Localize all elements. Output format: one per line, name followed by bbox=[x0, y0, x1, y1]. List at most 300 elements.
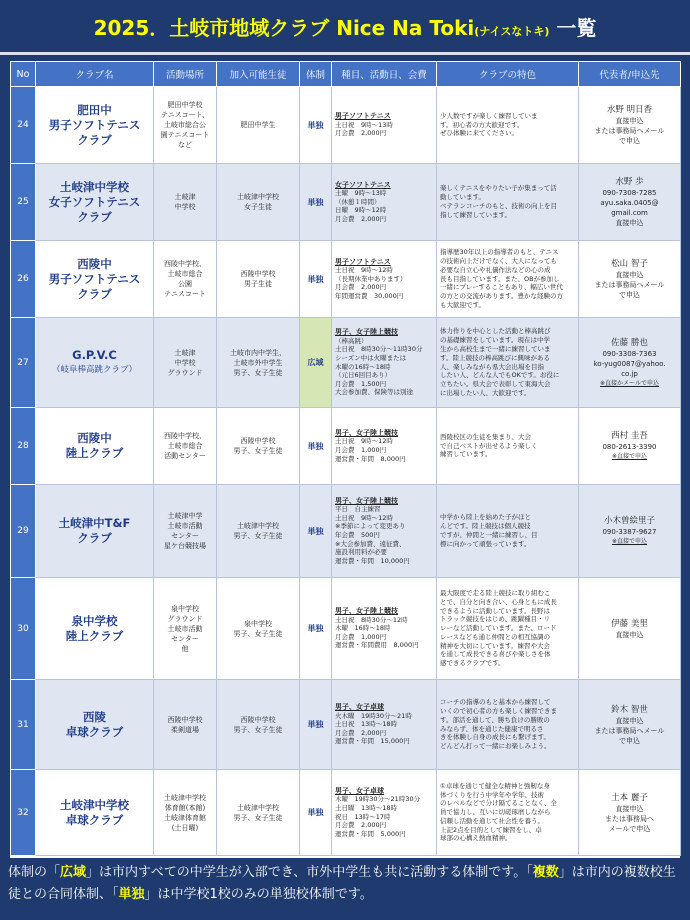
representative-contact-line: ※直接で申込 bbox=[611, 538, 648, 545]
activity-details bbox=[332, 770, 437, 856]
row-number: 24 bbox=[11, 87, 36, 164]
activity-place-line: 土岐市総合 bbox=[167, 270, 203, 278]
club-feature-line: の基礎練習をしています。現在は中学 bbox=[440, 336, 550, 345]
page-title bbox=[94, 12, 597, 41]
system-badge: 単独 bbox=[300, 164, 332, 241]
activity-place-line: 土岐市活動 bbox=[167, 522, 203, 530]
activity-details bbox=[332, 578, 437, 680]
activity-place bbox=[154, 485, 217, 578]
activity-place-line: センター bbox=[171, 532, 199, 540]
club-feature-line: 精神を大切にしています。練習や大会 bbox=[440, 641, 550, 650]
title-main: 2025．土岐市地域クラブ Nice Na Toki bbox=[93, 15, 475, 40]
activity-place-line: 土岐市総合 bbox=[167, 442, 203, 450]
activity-place-line: 体育館(本館) bbox=[164, 803, 206, 812]
activity-details bbox=[332, 318, 437, 408]
club-feature bbox=[437, 485, 579, 578]
column-header-club-name: クラブ名 bbox=[36, 62, 154, 87]
activity-place-line: 西陵中学校 bbox=[167, 715, 203, 724]
activity-place-line: 中学校 bbox=[174, 203, 196, 211]
club-name bbox=[36, 578, 154, 680]
activity-details-line: 男子、女子陸上競技 bbox=[335, 607, 398, 616]
representative-contact-line: 直接申込 bbox=[615, 271, 644, 279]
row-number: 28 bbox=[11, 408, 36, 485]
eligible-students-line: 土岐市内中学生、 bbox=[230, 348, 286, 357]
activity-details-line: 土日祝 9時〜12時 bbox=[335, 266, 393, 275]
club-feature-line: 楽しくテニスをやりたい子が集まって活 bbox=[440, 184, 557, 193]
activity-details-line: 土日祝 9時〜12時 bbox=[335, 513, 393, 522]
eligible-students-line: 男子生徒 bbox=[244, 280, 272, 288]
club-feature-line: の技術向上だけでなく、大人になっても bbox=[440, 257, 557, 265]
club-feature-line: きを体験し自身の成長にも繋げます。 bbox=[440, 733, 550, 742]
activity-details-line: ※大会参加費、遠征費、 bbox=[335, 539, 406, 548]
eligible-students bbox=[217, 318, 300, 408]
representative-contact-line: 直接申込 bbox=[615, 716, 644, 725]
club-feature-line: 指導歴30年以上の指導者のもと、テニス bbox=[440, 248, 559, 257]
row-number: 31 bbox=[11, 680, 36, 770]
activity-details-line: 土日祝 8時30分〜12時 bbox=[335, 615, 408, 624]
table-row bbox=[11, 680, 681, 770]
activity-place bbox=[154, 318, 217, 408]
activity-place bbox=[154, 408, 217, 485]
club-table-wrapper bbox=[10, 61, 680, 858]
row-number: 25 bbox=[11, 164, 36, 241]
activity-details-line: 木曜の16時〜18時 bbox=[335, 362, 391, 371]
club-feature-line: す。陸上競技の棒高跳びに興味がある bbox=[440, 353, 550, 362]
system-badge: 単独 bbox=[300, 770, 332, 856]
club-name-line: 西陵中 bbox=[77, 431, 112, 445]
column-header-no: No bbox=[11, 62, 36, 87]
representative-contact-line: ※直接で申込 bbox=[611, 453, 648, 460]
table-row bbox=[11, 578, 681, 680]
activity-details-line: 女子ソフトテニス bbox=[335, 180, 391, 189]
activity-details-line: 月会費 2,000円 bbox=[335, 821, 387, 830]
club-name bbox=[36, 485, 154, 578]
club-feature-line: コーチの指導のもと基本から練習して bbox=[440, 698, 551, 707]
representative-contact-line: 松山 智子 bbox=[611, 259, 648, 269]
club-name-line: 卓球クラブ bbox=[65, 724, 124, 739]
activity-place-line: 柔剣道場 bbox=[171, 725, 199, 734]
eligible-students-line: 男子、女子生徒 bbox=[233, 629, 283, 638]
activity-place-line: 泉中学校 bbox=[171, 604, 199, 613]
club-name bbox=[36, 241, 154, 318]
club-name-line: 陸上クラブ bbox=[65, 628, 124, 643]
club-feature-line: 必要な自立心や礼儀作法などの心の成 bbox=[440, 265, 551, 274]
club-feature-line: 標に向かって頑張っています。 bbox=[440, 539, 531, 548]
footer-highlight-single: 単独 bbox=[118, 887, 145, 902]
club-feature-line: 球部の心構え熱血精神。 bbox=[440, 834, 512, 843]
club-feature bbox=[437, 87, 579, 164]
club-feature-line: 立ちたい。県大会で表彰して東海大会 bbox=[440, 380, 551, 389]
activity-place-line: 土岐津中学校 bbox=[164, 793, 206, 802]
eligible-students bbox=[217, 578, 300, 680]
club-feature bbox=[437, 318, 579, 408]
footer-text: 体制の「 bbox=[8, 865, 61, 880]
activity-details-line: 木曜 16時〜18時 bbox=[335, 624, 391, 633]
eligible-students-line: 男子、女子生徒 bbox=[233, 368, 283, 377]
activity-place-line: 活動センター bbox=[164, 452, 206, 460]
club-table bbox=[10, 61, 681, 856]
activity-details-line: 土日祝 9時〜13時 bbox=[335, 120, 393, 129]
eligible-students bbox=[217, 164, 300, 241]
club-feature-line: どんどん打って一緒にお楽しみよう。 bbox=[440, 742, 551, 751]
activity-details-line: 男子、女子陸上競技 bbox=[335, 328, 398, 337]
club-name-line: クラブ bbox=[77, 286, 112, 301]
club-feature-line: んどです。陸上競技は個人競技 bbox=[440, 522, 531, 531]
activity-details-line: 月会費 1,000円 bbox=[335, 446, 387, 454]
column-header-students: 加入可能生徒 bbox=[217, 62, 300, 87]
club-feature bbox=[437, 770, 579, 856]
club-feature-line: ①卓球を通じて健全な精神と強靭な身 bbox=[440, 781, 550, 790]
eligible-students-line: 土岐津中学校 bbox=[237, 193, 279, 201]
activity-place-line: 土岐津 bbox=[174, 348, 196, 357]
club-name-line: クラブ bbox=[77, 209, 112, 224]
representative-contact-line: 080-2613-3390 bbox=[602, 443, 657, 451]
eligible-students-line: 土岐津中学校 bbox=[237, 522, 279, 530]
activity-place-line: 肥田中学校 bbox=[167, 101, 203, 109]
club-feature-line: のレベルなどで分け隔てることなく、全 bbox=[440, 799, 557, 808]
eligible-students bbox=[217, 408, 300, 485]
row-number: 30 bbox=[11, 578, 36, 680]
club-feature-line: ですが、仲間と一緒に練習し、目 bbox=[440, 531, 538, 539]
club-feature-line: 体力作りを中心とした活動と棒高跳び bbox=[440, 327, 551, 336]
table-body bbox=[11, 87, 681, 856]
club-feature bbox=[437, 578, 579, 680]
activity-details-line: 土日祝 9時〜12時 bbox=[335, 437, 393, 446]
eligible-students-line: 土岐津中学校 bbox=[237, 803, 279, 812]
activity-place-line: 土岐津中学 bbox=[167, 512, 203, 520]
club-feature-line: 少人数ですが楽しく練習していま bbox=[440, 111, 538, 120]
representative-contact bbox=[579, 318, 681, 408]
activity-details-line: 運営費・年間 8,000円 bbox=[335, 454, 406, 463]
activity-place-line: など bbox=[178, 141, 192, 149]
representative-contact-line: 水野 明日香 bbox=[606, 105, 653, 115]
activity-place bbox=[154, 87, 217, 164]
representative-contact-line: 水野 歩 bbox=[615, 177, 644, 187]
activity-place-line: 土岐市総合公 bbox=[164, 121, 206, 129]
club-feature-line: も大歓迎です。 bbox=[440, 300, 485, 309]
activity-details-line: 火木曜 19時30分〜21時 bbox=[335, 711, 412, 720]
representative-contact-line: ※直接かメールで申込 bbox=[600, 379, 659, 387]
eligible-students-line: 西陵中学校 bbox=[240, 270, 276, 278]
eligible-students-line: 女子生徒 bbox=[244, 203, 272, 211]
representative-contact-line: または事務局へメール bbox=[594, 281, 665, 289]
activity-details-line: 土日曜 13時〜18時 bbox=[335, 803, 398, 812]
representative-contact-line: 佐藤 勝也 bbox=[611, 337, 648, 348]
club-feature-line: 最大限度で走る陸上競技に取り組むこ bbox=[440, 588, 551, 597]
club-name bbox=[36, 770, 154, 856]
club-name bbox=[36, 318, 154, 408]
representative-contact-line: 伊藤 美里 bbox=[611, 618, 648, 629]
system-badge: 単独 bbox=[300, 87, 332, 164]
activity-details-line: 男子、女子卓球 bbox=[335, 786, 384, 795]
club-name-line: （岐阜棒高跳クラブ） bbox=[51, 364, 138, 375]
club-name-line: クラブ bbox=[77, 132, 112, 147]
representative-contact bbox=[579, 680, 681, 770]
column-header-system: 体制 bbox=[300, 62, 332, 87]
club-name bbox=[36, 87, 154, 164]
club-feature-line: 指して練習しています。 bbox=[440, 210, 511, 219]
representative-contact bbox=[579, 164, 681, 241]
activity-place bbox=[154, 770, 217, 856]
representative-contact-line: ko-yug0087@yahoo. bbox=[593, 359, 666, 368]
activity-details-line: 月会費 2,000円 bbox=[335, 728, 387, 737]
representative-contact bbox=[579, 578, 681, 680]
club-feature-line: 上記2点を目的として練習をし、卓 bbox=[440, 825, 542, 834]
eligible-students-line: 泉中学校 bbox=[244, 619, 272, 628]
club-feature-line: トラック競技をはじめ、跳躍種目・リ bbox=[440, 615, 551, 624]
representative-contact-line: co.jp bbox=[621, 369, 638, 378]
activity-place-line: 園テニスコート bbox=[160, 131, 210, 139]
representative-contact-line: ayu.saka.0405@ bbox=[600, 199, 659, 207]
column-header-place: 活動場所 bbox=[154, 62, 217, 87]
system-badge: 広域 bbox=[300, 318, 332, 408]
activity-details-line: 日曜 9時〜12時 bbox=[335, 206, 387, 215]
title-paren: (ナイスなトキ) bbox=[474, 24, 550, 38]
table-row bbox=[11, 164, 681, 241]
club-feature-line: 生から高校生まで一緒に練習していま bbox=[440, 344, 551, 353]
club-name-line: 陸上クラブ bbox=[65, 446, 124, 460]
eligible-students bbox=[217, 770, 300, 856]
eligible-students-line: 男子、女子生徒 bbox=[233, 813, 283, 822]
activity-details-line: 運営費・年間 15,000円 bbox=[335, 737, 410, 746]
club-name-line: 肥田中 bbox=[77, 102, 112, 117]
system-badge: 単独 bbox=[300, 680, 332, 770]
club-feature-line: 中学から陸上を始めた子がほと bbox=[440, 513, 531, 522]
representative-contact bbox=[579, 241, 681, 318]
representative-contact-line: 直接申込 bbox=[615, 630, 644, 639]
club-name-line: 土岐津中学校 bbox=[60, 797, 129, 812]
club-name-line: 西陵中 bbox=[77, 256, 112, 271]
representative-contact-line: で申込 bbox=[619, 137, 640, 145]
club-feature-line: いくので初心者の方も楽しく練習できま bbox=[440, 706, 557, 715]
representative-contact-line: または事務局へ bbox=[605, 814, 654, 823]
row-number: 26 bbox=[11, 241, 36, 318]
eligible-students-line: 男子、女子生徒 bbox=[233, 447, 283, 455]
activity-details-line: 男子、女子卓球 bbox=[335, 703, 384, 712]
eligible-students-line: 西陵中学校 bbox=[240, 437, 276, 445]
header bbox=[0, 0, 690, 55]
representative-contact-line: 090-3387-9627 bbox=[602, 528, 657, 536]
activity-details-line: 男子ソフトテニス bbox=[335, 112, 391, 121]
activity-details-line: （休憩１時間） bbox=[335, 197, 381, 206]
representative-contact-line: または事務局へメール bbox=[594, 127, 665, 135]
club-feature bbox=[437, 680, 579, 770]
activity-place-line: (土日曜) bbox=[171, 823, 199, 832]
club-feature bbox=[437, 241, 579, 318]
club-feature-line: ぜひ体験に来てください。 bbox=[440, 129, 518, 138]
representative-contact bbox=[579, 485, 681, 578]
activity-place-line: 他 bbox=[181, 644, 189, 653]
column-header-activity: 種目、活動日、会費 bbox=[332, 62, 437, 87]
activity-details-line: 男子、女子陸上競技 bbox=[335, 496, 398, 505]
activity-place-line: テニスコート bbox=[164, 290, 206, 298]
club-feature-line: 員で協力し、互いに切磋琢磨しながら bbox=[440, 808, 551, 817]
activity-details-line: 運営費・年間費用 8,000円 bbox=[335, 641, 419, 650]
table-row bbox=[11, 408, 681, 485]
activity-place bbox=[154, 164, 217, 241]
activity-details-line: 月会費 2,000円 bbox=[335, 129, 387, 138]
eligible-students bbox=[217, 680, 300, 770]
club-name bbox=[36, 408, 154, 485]
club-name-line: 男子ソフトテニス bbox=[48, 117, 141, 132]
club-feature-line: 西陵校区の生徒を集まり、大会 bbox=[440, 432, 531, 441]
row-number: 29 bbox=[11, 485, 36, 578]
activity-place-line: 土岐津体育館 bbox=[164, 813, 206, 822]
representative-contact bbox=[579, 770, 681, 856]
representative-contact-line: メールで申込 bbox=[608, 824, 651, 833]
club-feature-line: ベテランコーチのもと、技術の向上を目 bbox=[440, 202, 557, 210]
activity-place-line: センター bbox=[171, 634, 199, 643]
club-name-line: クラブ bbox=[77, 531, 112, 545]
club-feature-line: す。部活を通して、勝ち負けの勝敗の bbox=[440, 715, 550, 724]
footer-text: 」は市内の複数校生徒との合同体制、「 bbox=[8, 865, 676, 902]
row-number: 27 bbox=[11, 318, 36, 408]
column-header-feature: クラブの特色 bbox=[437, 62, 579, 87]
representative-contact-line: 090-7308-7285 bbox=[602, 189, 657, 197]
eligible-students bbox=[217, 87, 300, 164]
club-feature-line: したい人、どんな人でもOKです。お役に bbox=[440, 371, 560, 380]
club-name bbox=[36, 164, 154, 241]
footer-text: 」は中学校1校のみの単独校体制です。 bbox=[144, 887, 373, 902]
club-feature-line: で自己ベストが出せるよう楽しく bbox=[440, 441, 538, 450]
activity-details-line: （元日6回目あり） bbox=[335, 371, 392, 380]
representative-contact-line: 直接申込 bbox=[615, 117, 644, 125]
activity-place-line: 星ケ台競技場 bbox=[164, 542, 206, 550]
activity-details-line: 祝日 13時〜17時 bbox=[335, 812, 391, 821]
activity-details bbox=[332, 87, 437, 164]
club-feature-line: 動しています。 bbox=[440, 193, 485, 202]
activity-details-line: （長期休業中あります） bbox=[335, 274, 407, 283]
club-feature-line: す。初心者の方大歓迎です。 bbox=[440, 120, 524, 129]
table-row bbox=[11, 241, 681, 318]
representative-contact bbox=[579, 408, 681, 485]
activity-details-line: 施設利用料が必要 bbox=[335, 548, 387, 557]
club-feature-line: 人、楽しみながら県大会出場を目指 bbox=[440, 362, 544, 371]
eligible-students-line: 男子、女子生徒 bbox=[233, 725, 283, 734]
activity-place bbox=[154, 241, 217, 318]
title-end: 一覧 bbox=[556, 15, 597, 40]
activity-place-line: 公園 bbox=[178, 280, 192, 288]
representative-contact-line: または事務局へメール bbox=[594, 726, 665, 735]
eligible-students bbox=[217, 241, 300, 318]
activity-details-line: （棒高跳） bbox=[335, 336, 368, 345]
activity-place-line: 土岐津 bbox=[174, 193, 196, 201]
activity-place-line: 中学校 bbox=[174, 358, 196, 367]
club-name-line: 卓球クラブ bbox=[65, 812, 124, 827]
club-feature-line: とで、自分と向き合い、心身ともに成長 bbox=[440, 597, 557, 606]
activity-details-line: 年会費 500円 bbox=[335, 531, 380, 539]
club-feature bbox=[437, 164, 579, 241]
club-feature-line: レーなど活動しています。また、ロード bbox=[440, 624, 557, 633]
activity-details-line: 大会参加費、保険等は別途 bbox=[335, 388, 413, 397]
club-name-line: 男子ソフトテニス bbox=[48, 271, 141, 286]
representative-contact-line: gmail.com bbox=[611, 209, 648, 217]
representative-contact-line: 鈴木 智世 bbox=[611, 704, 648, 715]
club-name-line: 泉中学校 bbox=[71, 613, 118, 628]
representative-contact-line: 直接申込 bbox=[615, 219, 644, 227]
club-name-line: G.P.V.C bbox=[72, 347, 117, 362]
activity-details-line: 男子、女子陸上競技 bbox=[335, 428, 398, 437]
activity-details-line: 土日祝 8時30分〜11時30分 bbox=[335, 345, 423, 354]
club-feature-line: を通して成長できる喜びや楽しさを体 bbox=[440, 650, 551, 659]
club-feature-line: 一緒にプレーすることもあり、幅広い世代 bbox=[440, 283, 563, 292]
club-feature-line: に出場したい人、大歓迎です。 bbox=[440, 388, 531, 397]
eligible-students-line: 肥田中学生 bbox=[240, 121, 276, 129]
eligible-students-line: 土岐市外中学生 bbox=[233, 358, 283, 367]
activity-details-line: 運営費・年間 10,000円 bbox=[335, 556, 410, 565]
club-feature-line: みならず、体を通じた健康で明るさ bbox=[440, 724, 544, 733]
representative-contact bbox=[579, 87, 681, 164]
club-feature-line: レースなども通じ仲間との相互協調の bbox=[440, 632, 551, 641]
eligible-students-line: 男子、女子生徒 bbox=[233, 532, 283, 540]
activity-details-line: シーズン中は火曜または bbox=[335, 353, 407, 362]
system-badge: 単独 bbox=[300, 241, 332, 318]
eligible-students-line: 西陵中学校 bbox=[240, 715, 276, 724]
activity-details bbox=[332, 241, 437, 318]
activity-details-line: 土曜 9時〜13時 bbox=[335, 189, 387, 198]
club-feature-line: 体づくりを行う中学年や学年、技術 bbox=[440, 790, 544, 799]
representative-contact-line: 西村 圭吾 bbox=[611, 431, 648, 441]
club-name-line: 女子ソフトテニス bbox=[48, 194, 141, 209]
club-name bbox=[36, 680, 154, 770]
activity-details-line: 男子ソフトテニス bbox=[335, 257, 391, 266]
activity-place bbox=[154, 680, 217, 770]
activity-place bbox=[154, 578, 217, 680]
club-feature-line: 長も目指しています。また、OBが参加し bbox=[440, 274, 560, 283]
club-feature bbox=[437, 408, 579, 485]
row-number: 32 bbox=[11, 770, 36, 856]
club-feature-line: 信頼し活動を通じて社会性を養う。 bbox=[440, 816, 544, 825]
activity-details-line: 土日祝 13時〜18時 bbox=[335, 720, 398, 729]
activity-place-line: グラウンド bbox=[167, 614, 203, 623]
footer-highlight-multi: 複数 bbox=[532, 865, 559, 880]
activity-details-line: 木曜 19時30分〜21時30分 bbox=[335, 795, 421, 804]
column-header-representative: 代表者/申込先 bbox=[579, 62, 681, 87]
footer-note bbox=[8, 862, 684, 918]
representative-contact-line: 090-3308-7363 bbox=[602, 349, 657, 358]
table-row bbox=[11, 87, 681, 164]
activity-details bbox=[332, 485, 437, 578]
activity-details-line: 月会費 1,500円 bbox=[335, 379, 387, 388]
eligible-students bbox=[217, 485, 300, 578]
activity-details bbox=[332, 164, 437, 241]
representative-contact-line: 直接申込 bbox=[615, 804, 644, 813]
representative-contact-line: 小木曽絵里子 bbox=[603, 516, 655, 526]
club-name-line: 土岐津中T&F bbox=[58, 516, 131, 530]
club-name-line: 土岐津中学校 bbox=[60, 179, 129, 194]
activity-details-line: 運営費・年間 5,000円 bbox=[335, 829, 406, 838]
activity-details bbox=[332, 680, 437, 770]
activity-place-line: 西陵中学校、 bbox=[164, 260, 206, 268]
club-feature-line: の方との交流があります。豊かな経験の方 bbox=[440, 292, 563, 301]
representative-contact-line: で申込 bbox=[619, 736, 640, 745]
table-header-row bbox=[11, 62, 681, 87]
system-badge: 単独 bbox=[300, 578, 332, 680]
table-row bbox=[11, 485, 681, 578]
representative-contact-line: で申込 bbox=[619, 291, 640, 299]
activity-details-line: 月会費 1,000円 bbox=[335, 632, 387, 641]
activity-details-line: 月会費 2,000円 bbox=[335, 283, 387, 292]
club-feature-line: 練習しています。 bbox=[440, 450, 492, 459]
representative-contact-line: 土本 麗子 bbox=[611, 792, 648, 803]
club-name-line: 西陵 bbox=[83, 709, 106, 724]
activity-details-line: 平日 自主練習 bbox=[335, 505, 381, 514]
system-badge: 単独 bbox=[300, 485, 332, 578]
activity-details-line: 月会費 2,000円 bbox=[335, 214, 387, 223]
club-feature-line: できるように活動しています。長野は bbox=[440, 606, 550, 615]
activity-place-line: グラウンド bbox=[167, 368, 203, 377]
activity-details-line: 年間運営費 30,000円 bbox=[335, 291, 404, 300]
